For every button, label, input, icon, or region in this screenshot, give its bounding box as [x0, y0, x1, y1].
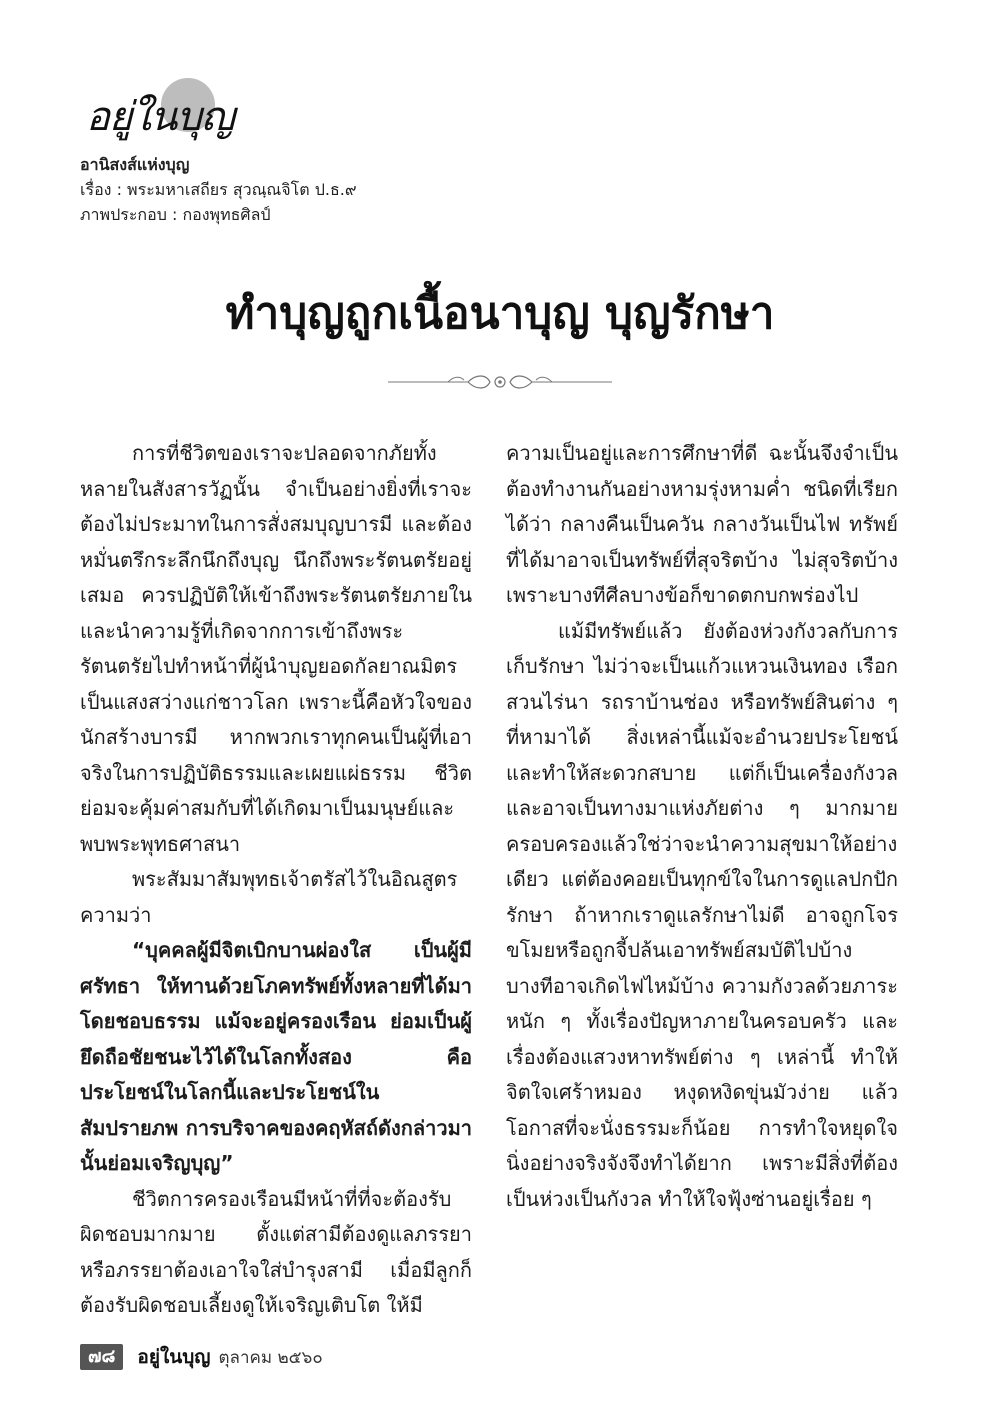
article-title: ทำบุญถูกเนื้อนาบุญ บุญรักษา: [225, 288, 775, 339]
magazine-logo: [78, 70, 238, 150]
article-meta: [80, 152, 357, 227]
page-number: ๗๘: [80, 1344, 123, 1370]
page-footer: [80, 1343, 323, 1371]
illustration-line: ภาพประกอบ : กองพุทธศิลป์: [80, 205, 271, 224]
sutta-quote: “บุคคลผู้มีจิตเบิกบานผ่องใส เป็นผู้มีศรัทธา ให้ทานด้วยโภคทรัพย์ทั้งหลายที่ได้มาโดยชอบธรรม แม้จะอยู่ครองเรือน ย่อมเป็นผู้ยึดถือชัยชนะไว้ได้ในโลกทั้งสอง คือ ประโยชน์ในโลกนี้และประโยชน์ในสัมปรายภพ การบริจาคของคฤหัสถ์ดังกล่าวมานั้นย่อมเจริญบุญ”: [80, 938, 472, 1175]
paragraph: การที่ชีวิตของเราจะปลอดจากภัยทั้งหลายในสังสารวัฏนั้น จำเป็นอย่างยิ่งที่เราจะต้องไม่ประมาทในการสั่งสมบุญบารมี และต้องหมั่นตรึกระลึกนึกถึงบุญ นึกถึงพระรัตนตรัยอยู่เสมอ ควรปฏิบัติให้เข้าถึงพระรัตนตรัยภายใน และนำความรู้ที่เกิดจากการเข้าถึงพระรัตนตรัยไปทำหน้าที่ผู้นำบุญยอดกัลยาณมิตร เป็นแสงสว่างแก่ชาวโลก เพราะนี้คือหัวใจของนักสร้างบารมี หากพวกเราทุกคนเป็นผู้ที่เอาจริงในการปฏิบัติธรรมและเผยแผ่ธรรม ชีวิตย่อมจะคุ้มค่าสมกับที่ได้เกิดมาเป็นมนุษย์และพบพระพุทธศาสนา: [80, 441, 472, 856]
paragraph-continued: ความเป็นอยู่และการศึกษาที่ดี ฉะนั้นจึงจำเป็นต้องทำงานกันอย่างหามรุ่งหามค่ำ ชนิดที่เรียกได้ว่า กลางคืนเป็นควัน กลางวันเป็นไฟ ทรัพย์ที่ได้มาอาจเป็นทรัพย์ที่สุจริตบ้าง ไม่สุจริตบ้าง เพราะบางทีศีลบางข้อก็ขาดตกบกพร่องไป: [506, 441, 898, 607]
article-column-right: [506, 436, 898, 1217]
author-line: เรื่อง : พระมหาเสถียร สุวณฺณจิโต ป.ธ.๙: [80, 180, 357, 199]
footer-magazine-name: อยู่ในบุญ: [137, 1346, 211, 1368]
paragraph: ชีวิตการครองเรือนมีหน้าที่ที่จะต้องรับผิดชอบมากมาย ตั้งแต่สามีต้องดูแลภรรยา หรือภรรยาต้องเอาใจใส่บำรุงสามี เมื่อมีลูกก็ต้องรับผิดชอบเลี้ยงดูให้เจริญเติบโต ให้มี: [80, 1186, 472, 1317]
paragraph: พระสัมมาสัมพุทธเจ้าตรัสไว้ในอิณสูตร ความว่า: [80, 867, 458, 927]
paragraph: แม้มีทรัพย์แล้ว ยังต้องห่วงกังวลกับการเก็บรักษา ไม่ว่าจะเป็นแก้วแหวนเงินทอง เรือกสวนไร่นา รถราบ้านช่อง หรือทรัพย์สินต่าง ๆ ที่หามาได้ สิ่งเหล่านี้แม้จะอำนวยประโยชน์และทำให้สะดวกสบาย แต่ก็เป็นเครื่องกังวลและอาจเป็นทางมาแห่งภัยต่าง ๆ มากมาย ครอบครองแล้วใช่ว่าจะนำความสุขมาให้อย่างเดียว แต่ต้องคอยเป็นทุกข์ใจในการดูแลปกปักรักษา ถ้าหากเราดูแลรักษาไม่ดี อาจถูกโจรขโมยหรือถูกจี้ปล้นเอาทรัพย์สมบัติไปบ้าง บางทีอาจเกิดไฟไหม้บ้าง ความกังวลด้วยภาระหนัก ๆ ทั้งเรื่องปัญหาภายในครอบครัว และเรื่องต้องแสวงหาทรัพย์ต่าง ๆ เหล่านี้ ทำให้จิตใจเศร้าหมอง หงุดหงิดขุ่นมัวง่าย แล้วโอกาสที่จะนั่งธรรมะก็น้อย การทำใจหยุดใจนิ่งอย่างจริงจังจึงทำได้ยาก เพราะมีสิ่งที่ต้องเป็นห่วงเป็นกังวล ทำให้ใจฟุ้งซ่านอยู่เรื่อย ๆ: [506, 618, 898, 1211]
article-column-left: [80, 436, 472, 1324]
column-title: อานิสงส์แห่งบุญ: [80, 155, 190, 174]
footer-issue-date: ตุลาคม ๒๕๖๐: [218, 1347, 323, 1368]
ornament-divider: [388, 370, 612, 394]
logo-text: อยู่ในบุญ: [86, 94, 234, 140]
